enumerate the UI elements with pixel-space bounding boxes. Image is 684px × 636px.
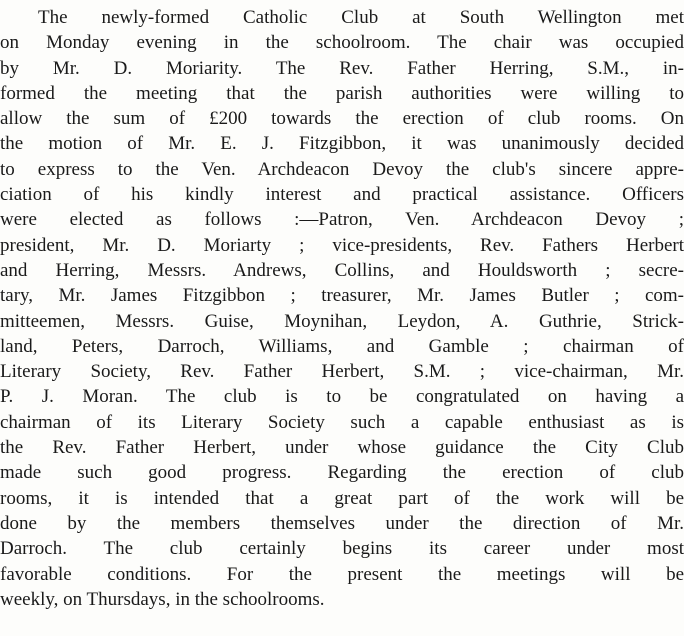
article-line: The newly-formed Catholic Club at South Wellington met xyxy=(38,7,684,28)
article-line: were elected as follows :—Patron, Ven. Archdeacon Devoy ; xyxy=(0,209,684,231)
article-line: by Mr. D. Moriarity. The Rev. Father Herring, S.M., in- xyxy=(0,57,684,79)
article-line: Literary Society, Rev. Father Herbert, S.M. ; vice-chairman, Mr. xyxy=(0,361,684,383)
article-text xyxy=(0,5,684,612)
article-line: weekly, on Thursdays, in the schoolrooms. xyxy=(0,588,325,610)
article-line: tary, Mr. James Fitzgibbon ; treasurer, Mr. James Butler ; com- xyxy=(0,285,684,307)
article-line: mitteemen, Messrs. Guise, Moynihan, Leydon, A. Guthrie, Strick- xyxy=(0,310,684,332)
article-line: made such good progress. Regarding the erection of club xyxy=(0,462,684,484)
article-line: Darroch. The club certainly begins its career under most xyxy=(0,538,684,560)
article-line: rooms, it is intended that a great part of the work will be xyxy=(0,487,684,509)
article-line: favorable conditions. For the present the meetings will be xyxy=(0,563,684,585)
article-line: the motion of Mr. E. J. Fitzgibbon, it was unanimously decided xyxy=(0,133,684,155)
article-line: land, Peters, Darroch, Williams, and Gamble ; chairman of xyxy=(0,335,684,357)
article-line: allow the sum of £200 towards the erection of club rooms. On xyxy=(0,108,684,130)
article-line: the Rev. Father Herbert, under whose guidance the City Club xyxy=(0,437,684,459)
article-line: on Monday evening in the schoolroom. The chair was occupied xyxy=(0,32,684,54)
article-line: P. J. Moran. The club is to be congratulated on having a xyxy=(0,386,684,408)
article-line: president, Mr. D. Moriarty ; vice-presidents, Rev. Fathers Herbert xyxy=(0,234,684,256)
article-line: ciation of his kindly interest and practical assistance. Officers xyxy=(0,184,684,206)
article-line: to express to the Ven. Archdeacon Devoy the club's sincere appre- xyxy=(0,158,684,180)
article-line: formed the meeting that the parish authorities were willing to xyxy=(0,82,684,104)
article-line: chairman of its Literary Society such a capable enthusiast as is xyxy=(0,411,684,433)
article-line: and Herring, Messrs. Andrews, Collins, and Houldsworth ; secre- xyxy=(0,259,684,281)
article-line: done by the members themselves under the direction of Mr. xyxy=(0,512,684,534)
